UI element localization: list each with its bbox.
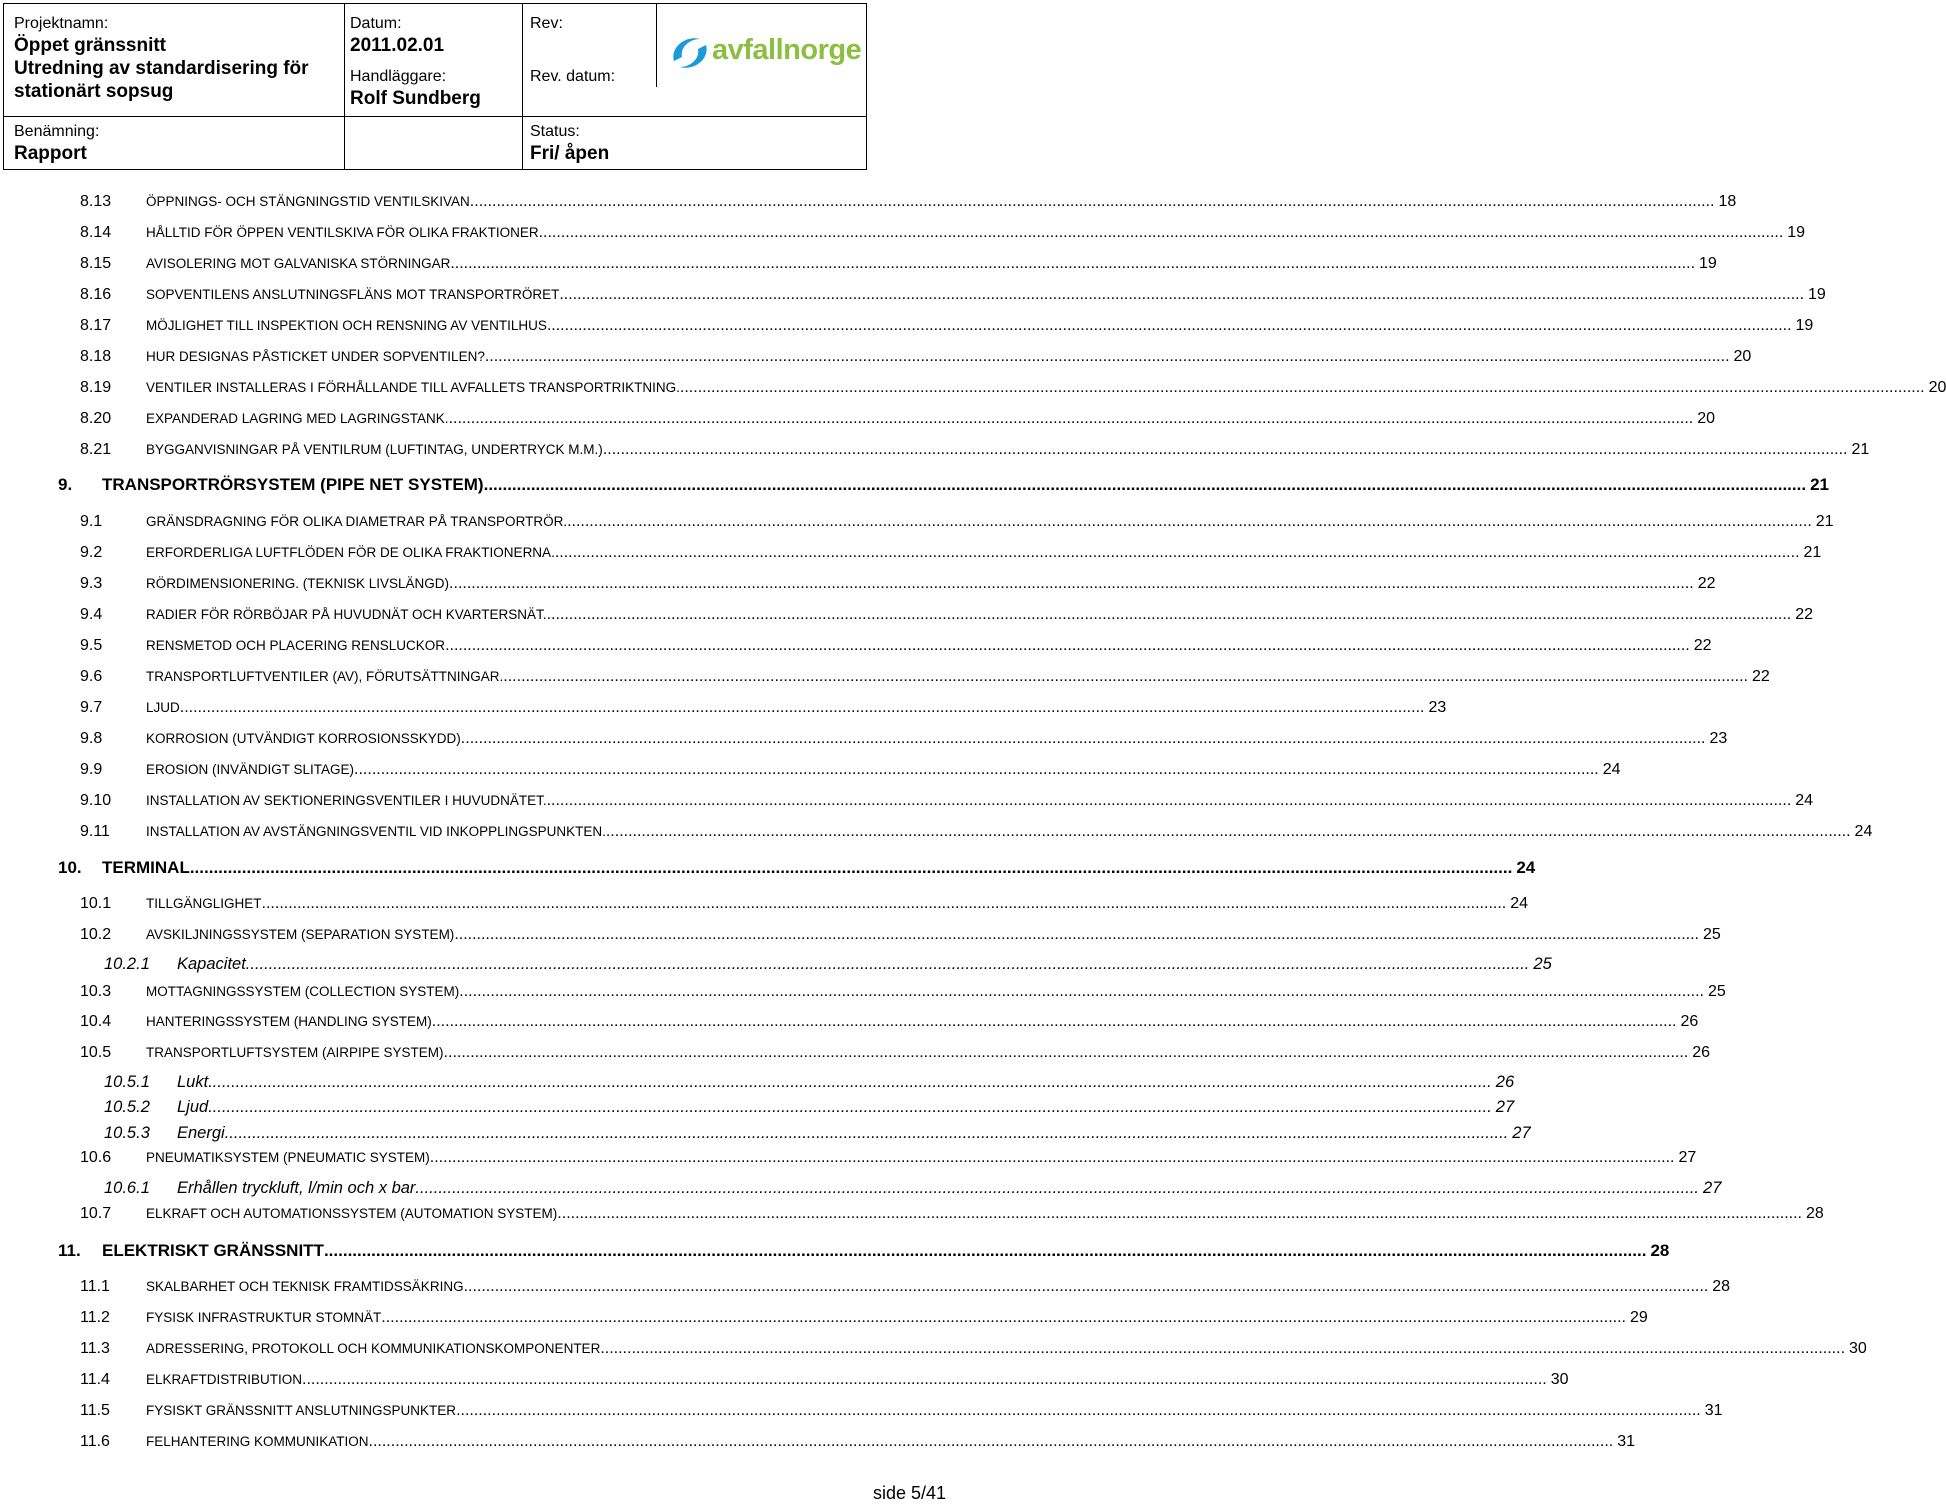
toc-entry-title: TILLGÄNGLIGHET xyxy=(146,896,262,911)
date-label: Datum: xyxy=(350,15,402,32)
toc-leader-dots xyxy=(567,513,1812,531)
project-name-line3: stationärt sopsug xyxy=(14,81,174,102)
toc-entry[interactable] xyxy=(80,926,1721,944)
toc-leader-dots xyxy=(415,1179,1699,1198)
logo-wordmark: avfallnorge xyxy=(712,34,862,66)
toc-entry[interactable] xyxy=(80,761,1621,779)
toc-entry[interactable] xyxy=(104,955,1552,974)
toc-entry-number: 9.2 xyxy=(80,544,103,561)
toc-entry-number: 11.6 xyxy=(80,1433,110,1450)
toc-entry[interactable] xyxy=(80,637,1712,655)
toc-leader-dots xyxy=(539,224,1784,242)
toc-entry-title: TERMINAL xyxy=(102,858,190,877)
toc-entry-title: ÖPPNINGS- OCH STÄNGNINGSTID VENTILSKIVAN xyxy=(146,194,470,209)
toc-leader-dots xyxy=(180,699,1425,717)
toc-entry-page: 31 xyxy=(1704,1402,1723,1419)
toc-entry-number: 10.1 xyxy=(80,895,112,912)
toc-entry-page: 27 xyxy=(1495,1098,1515,1116)
toc-entry-page: 25 xyxy=(1533,955,1552,973)
toc-entry-title: HÅLLTID FÖR ÖPPEN VENTILSKIVA FÖR OLIKA FRAKTIONER xyxy=(146,225,539,240)
toc-entry[interactable] xyxy=(80,1013,1699,1031)
toc-entry-page: 27 xyxy=(1512,1124,1531,1142)
toc-entry[interactable] xyxy=(80,1340,1867,1358)
toc-entry[interactable] xyxy=(80,1205,1824,1223)
toc-entry-page: 21 xyxy=(1810,475,1829,494)
toc-leader-dots xyxy=(464,1278,1709,1296)
toc-entry-title: FYSISKT GRÄNSSNITT ANSLUTNINGSPUNKTER xyxy=(146,1403,457,1418)
toc-entry-number: 8.21 xyxy=(80,441,112,458)
toc-entry-page: 18 xyxy=(1718,193,1737,210)
toc-leader-dots xyxy=(432,1013,1677,1031)
toc-entry[interactable] xyxy=(80,317,1814,335)
toc-leader-dots xyxy=(603,441,1848,459)
toc-leader-dots xyxy=(680,379,1925,397)
toc-leader-dots xyxy=(246,955,1530,974)
toc-entry-title: TRANSPORTLUFTVENTILER (AV), FÖRUTSÄTTNINGAR. xyxy=(146,669,504,684)
toc-entry-title: INSTALLATION AV AVSTÄNGNINGSVENTIL VID INKOPPLINGSPUNKTEN. xyxy=(146,824,606,839)
toc-leader-dots xyxy=(449,575,1694,593)
toc-entry-page: 21 xyxy=(1851,441,1870,458)
toc-entry-page: 22 xyxy=(1795,606,1814,623)
toc-entry-number: 9. xyxy=(58,475,73,494)
toc-entry-title: ERFORDERLIGA LUFTFLÖDEN FÖR DE OLIKA FRAKTIONERNA. xyxy=(146,545,555,560)
toc-entry-number: 8.19 xyxy=(80,379,112,396)
toc-entry-title: RÖRDIMENSIONERING. (TEKNISK LIVSLÄNGD) xyxy=(146,576,450,591)
toc-leader-dots xyxy=(262,895,1507,913)
toc-entry[interactable] xyxy=(80,379,1946,397)
toc-entry-page: 21 xyxy=(1803,544,1822,561)
toc-entry[interactable] xyxy=(80,410,1716,428)
toc-entry-title: BYGGANVISNINGAR PÅ VENTILRUM (LUFTINTAG, UNDERTRYCK M.M.) xyxy=(146,442,603,457)
toc-entry-title: FYSISK INFRASTRUKTUR STOMNÄT xyxy=(146,1310,382,1325)
toc-entry-title: HUR DESIGNAS PÅSTICKET UNDER SOPVENTILEN? xyxy=(146,349,485,364)
toc-leader-dots xyxy=(456,1402,1701,1420)
toc-entry[interactable] xyxy=(80,1044,1711,1062)
toc-entry-title: GRÄNSDRAGNING FÖR OLIKA DIAMETRAR PÅ TRANSPORTRÖR. xyxy=(146,514,568,529)
toc-entry-page: 24 xyxy=(1854,823,1873,840)
toc-entry-number: 10.5.3 xyxy=(104,1124,150,1142)
toc-entry[interactable] xyxy=(58,1241,1670,1261)
toc-leader-dots xyxy=(547,317,1792,335)
page-number: side 5/41 xyxy=(873,1483,947,1503)
toc-entry[interactable] xyxy=(80,575,1716,593)
toc-entry-number: 11.5 xyxy=(80,1402,110,1419)
toc-entry-number: 9.8 xyxy=(80,730,103,747)
toc-entry-number: 9.11 xyxy=(80,823,110,840)
toc-entry-number: 11.2 xyxy=(80,1309,110,1326)
toc-entry-page: 28 xyxy=(1805,1205,1824,1222)
toc-entry-number: 10. xyxy=(58,858,82,877)
toc-leader-dots xyxy=(450,255,1695,273)
toc-entry-number: 10.6.1 xyxy=(104,1179,150,1197)
toc-entry-title: TRANSPORTLUFTSYSTEM (AIRPIPE SYSTEM) xyxy=(146,1045,444,1060)
toc-entry[interactable] xyxy=(80,544,1822,562)
toc-entry-title: EROSION (INVÄNDIGT SLITAGE) xyxy=(146,762,355,777)
toc-entry-page: 19 xyxy=(1795,317,1814,334)
toc-leader-dots xyxy=(302,1371,1547,1389)
toc-entry-title: Energi xyxy=(177,1124,225,1142)
toc-entry-title: Ljud xyxy=(177,1098,209,1116)
toc-entry[interactable] xyxy=(80,1371,1569,1389)
toc-entry-page: 28 xyxy=(1650,1241,1670,1260)
toc-entry-number: 10.5.1 xyxy=(104,1073,150,1091)
toc-entry[interactable] xyxy=(80,1433,1635,1451)
toc-entry-number: 10.2 xyxy=(80,926,112,943)
toc-entry-page: 26 xyxy=(1692,1044,1711,1061)
toc-entry-page: 19 xyxy=(1699,255,1717,272)
toc-entry-page: 24 xyxy=(1795,792,1814,809)
toc-entry-number: 8.13 xyxy=(80,193,112,210)
toc-entry[interactable] xyxy=(80,193,1737,211)
toc-leader-dots xyxy=(444,1044,1689,1062)
toc-leader-dots xyxy=(430,1149,1675,1167)
toc-entry[interactable] xyxy=(80,1278,1731,1296)
toc-entry[interactable] xyxy=(80,730,1728,748)
toc-entry-page: 28 xyxy=(1712,1278,1731,1295)
toc-leader-dots xyxy=(484,475,1806,495)
toc-leader-dots xyxy=(369,1433,1614,1451)
toc-entry[interactable] xyxy=(80,823,1873,841)
toc-entry[interactable] xyxy=(104,1098,1515,1117)
toc-entry[interactable] xyxy=(104,1179,1722,1198)
toc-entry-title: MÖJLIGHET TILL INSPEKTION OCH RENSNING AV VENTILHUS xyxy=(146,318,547,333)
project-name-line2: Utredning av standardisering för xyxy=(14,58,309,79)
toc-entry-number: 9.3 xyxy=(80,575,103,592)
toc-entry[interactable] xyxy=(58,858,1536,878)
toc-entry-page: 31 xyxy=(1617,1433,1635,1450)
toc-entry-title: INSTALLATION AV SEKTIONERINGSVENTILER I HUVUDNÄTET. xyxy=(146,793,547,808)
toc-entry[interactable] xyxy=(80,699,1447,717)
toc-leader-dots xyxy=(461,730,1706,748)
toc-leader-dots xyxy=(381,1309,1626,1327)
toc-leader-dots xyxy=(208,1073,1492,1092)
toc-entry-number: 10.6 xyxy=(80,1149,112,1166)
toc-entry[interactable] xyxy=(80,441,1870,459)
toc-leader-dots xyxy=(557,1205,1802,1223)
toc-entry-title: ELKRAFT OCH AUTOMATIONSSYSTEM (AUTOMATION SYSTEM) xyxy=(146,1206,558,1221)
toc-entry-title: SOPVENTILENS ANSLUTNINGSFLÄNS MOT TRANSPORTRÖRET xyxy=(146,287,560,302)
toc-entry-title: ELKRAFTDISTRIBUTION xyxy=(146,1372,303,1387)
toc-entry-title: EXPANDERAD LAGRING MED LAGRINGSTANK. xyxy=(146,411,449,426)
date-value: 2011.02.01 xyxy=(350,35,445,56)
toc-entry-page: 27 xyxy=(1678,1149,1697,1166)
toc-entry[interactable] xyxy=(80,983,1726,1001)
toc-entry-page: 26 xyxy=(1495,1073,1515,1091)
toc-entry-title: KORROSION (UTVÄNDIGT KORROSIONSSKYDD) xyxy=(146,731,461,746)
toc-leader-dots xyxy=(485,348,1730,366)
toc-leader-dots xyxy=(459,983,1704,1001)
toc-entry[interactable] xyxy=(80,668,1770,686)
toc-entry[interactable] xyxy=(80,606,1814,624)
toc-entry-page: 24 xyxy=(1510,895,1529,912)
toc-entry-number: 8.20 xyxy=(80,410,112,427)
toc-entry-number: 9.7 xyxy=(80,699,103,716)
toc-entry[interactable] xyxy=(80,513,1834,531)
toc-leader-dots xyxy=(555,544,1800,562)
toc-entry-number: 10.5.2 xyxy=(104,1098,150,1116)
toc-entry-number: 8.16 xyxy=(80,286,112,303)
designation-label: Benämning: xyxy=(14,123,100,140)
toc-entry-title: PNEUMATIKSYSTEM (PNEUMATIC SYSTEM) xyxy=(146,1150,430,1165)
toc-leader-dots xyxy=(354,761,1599,779)
toc-leader-dots xyxy=(445,637,1690,655)
toc-entry-number: 11.4 xyxy=(80,1371,110,1388)
toc-entry-page: 29 xyxy=(1629,1309,1648,1326)
toc-entry-number: 10.3 xyxy=(80,983,112,1000)
toc-leader-dots xyxy=(324,1241,1646,1261)
toc-entry-number: 10.4 xyxy=(80,1013,112,1030)
toc-entry-title: VENTILER INSTALLERAS I FÖRHÅLLANDE TILL AVFALLETS TRANSPORTRIKTNING. xyxy=(146,380,680,395)
revision-label: Rev: xyxy=(530,15,563,32)
toc-entry-title: RENSMETOD OCH PLACERING RENSLUCKOR xyxy=(146,638,446,653)
toc-entry-title: ELEKTRISKT GRÄNSSNITT xyxy=(102,1241,324,1260)
toc-entry-number: 8.18 xyxy=(80,348,112,365)
toc-entry[interactable] xyxy=(80,224,1806,242)
toc-entry[interactable] xyxy=(80,1149,1697,1167)
toc-entry-number: 10.5 xyxy=(80,1044,112,1061)
toc-leader-dots xyxy=(190,858,1512,878)
toc-entry-number: 11.1 xyxy=(80,1278,110,1295)
toc-entry[interactable] xyxy=(104,1124,1531,1143)
toc-leader-dots xyxy=(208,1098,1492,1117)
toc-entry-page: 20 xyxy=(1928,379,1946,396)
toc-entry-number: 8.15 xyxy=(80,255,112,272)
toc-leader-dots xyxy=(559,286,1804,304)
toc-entry-page: 24 xyxy=(1516,858,1536,877)
toc-entry-page: 21 xyxy=(1815,513,1834,530)
toc-entry-number: 11. xyxy=(58,1241,81,1260)
toc-entry-page: 19 xyxy=(1787,224,1806,241)
toc-entry-number: 10.7 xyxy=(80,1205,112,1222)
toc-entry-number: 8.17 xyxy=(80,317,112,334)
toc-entry-number: 9.1 xyxy=(80,513,103,530)
handler-label: Handläggare: xyxy=(350,68,447,85)
toc-entry-title: Lukt xyxy=(177,1073,209,1091)
toc-entry-page: 23 xyxy=(1709,730,1728,747)
toc-entry-title: SKALBARHET OCH TEKNISK FRAMTIDSSÄKRING xyxy=(146,1279,464,1294)
toc-entry[interactable] xyxy=(104,1073,1515,1092)
toc-leader-dots xyxy=(470,193,1715,211)
project-name-label: Projektnamn: xyxy=(14,15,109,32)
toc-entry[interactable] xyxy=(80,895,1529,913)
toc-entry-title: LJUD xyxy=(146,700,180,715)
toc-entry-title: AVISOLERING MOT GALVANISKA STÖRNINGAR xyxy=(146,256,451,271)
toc-entry-number: 9.6 xyxy=(80,668,103,685)
toc-leader-dots xyxy=(600,1340,1845,1358)
toc-entry-title: ADRESSERING, PROTOKOLL OCH KOMMUNIKATIONSKOMPONENTER xyxy=(146,1341,601,1356)
handler-value: Rolf Sundberg xyxy=(350,88,481,109)
toc-entry-title: TRANSPORTRÖRSYSTEM (PIPE NET SYSTEM) xyxy=(102,475,484,494)
toc-entry-page: 30 xyxy=(1849,1340,1867,1357)
toc-entry[interactable] xyxy=(80,1309,1648,1327)
toc-entry[interactable] xyxy=(58,475,1829,495)
toc-leader-dots xyxy=(225,1124,1509,1143)
toc-entry-page: 23 xyxy=(1428,699,1447,716)
toc-leader-dots xyxy=(606,823,1851,841)
toc-entry-title: RADIER FÖR RÖRBÖJAR PÅ HUVUDNÄT OCH KVARTERSNÄT. xyxy=(146,607,547,622)
toc-entry[interactable] xyxy=(80,792,1814,810)
toc-entry-number: 8.14 xyxy=(80,224,112,241)
toc-entry-page: 25 xyxy=(1707,983,1726,1000)
designation-value: Rapport xyxy=(14,143,87,164)
status-value: Fri/ åpen xyxy=(530,143,610,164)
toc-entry-number: 11.3 xyxy=(80,1340,110,1357)
toc-entry-page: 22 xyxy=(1751,668,1770,685)
toc-entry-page: 19 xyxy=(1808,286,1826,303)
toc-entry-page: 26 xyxy=(1680,1013,1699,1030)
toc-entry[interactable] xyxy=(80,255,1717,273)
toc-leader-dots xyxy=(547,792,1792,810)
toc-entry-number: 9.4 xyxy=(80,606,103,623)
toc-entry-page: 20 xyxy=(1733,348,1752,365)
revision-date-label: Rev. datum: xyxy=(530,68,616,85)
toc-leader-dots xyxy=(547,606,1792,624)
toc-entry-title: AVSKILJNINGSSYSTEM (SEPARATION SYSTEM) xyxy=(146,927,455,942)
toc-entry[interactable] xyxy=(80,286,1826,304)
toc-entry-title: HANTERINGSSYSTEM (HANDLING SYSTEM) xyxy=(146,1014,432,1029)
toc-entry-page: 22 xyxy=(1697,575,1716,592)
toc-entry-page: 24 xyxy=(1602,761,1621,778)
toc-entry-title: Kapacitet xyxy=(177,955,246,973)
toc-entry-number: 9.5 xyxy=(80,637,103,654)
toc-leader-dots xyxy=(449,410,1694,428)
project-name-line1: Öppet gränssnitt xyxy=(14,35,167,56)
toc-entry-number: 9.9 xyxy=(80,761,103,778)
toc-entry[interactable] xyxy=(80,1402,1723,1420)
toc-entry-page: 22 xyxy=(1693,637,1712,654)
toc-entry-page: 25 xyxy=(1703,926,1721,943)
toc-entry-number: 9.10 xyxy=(80,792,112,809)
toc-entry-page: 20 xyxy=(1697,410,1716,427)
status-label: Status: xyxy=(530,123,580,140)
toc-entry-page: 27 xyxy=(1703,1179,1722,1197)
toc-entry[interactable] xyxy=(80,348,1752,366)
toc-entry-title: FELHANTERING KOMMUNIKATION xyxy=(146,1434,369,1449)
toc-leader-dots xyxy=(503,668,1748,686)
toc-entry-page: 30 xyxy=(1550,1371,1569,1388)
toc-leader-dots xyxy=(454,926,1699,944)
toc-entry-number: 10.2.1 xyxy=(104,955,150,973)
toc-entry-title: MOTTAGNINGSSYSTEM (COLLECTION SYSTEM) xyxy=(146,984,460,999)
toc-entry-title: Erhållen tryckluft, l/min och x bar xyxy=(177,1179,416,1197)
